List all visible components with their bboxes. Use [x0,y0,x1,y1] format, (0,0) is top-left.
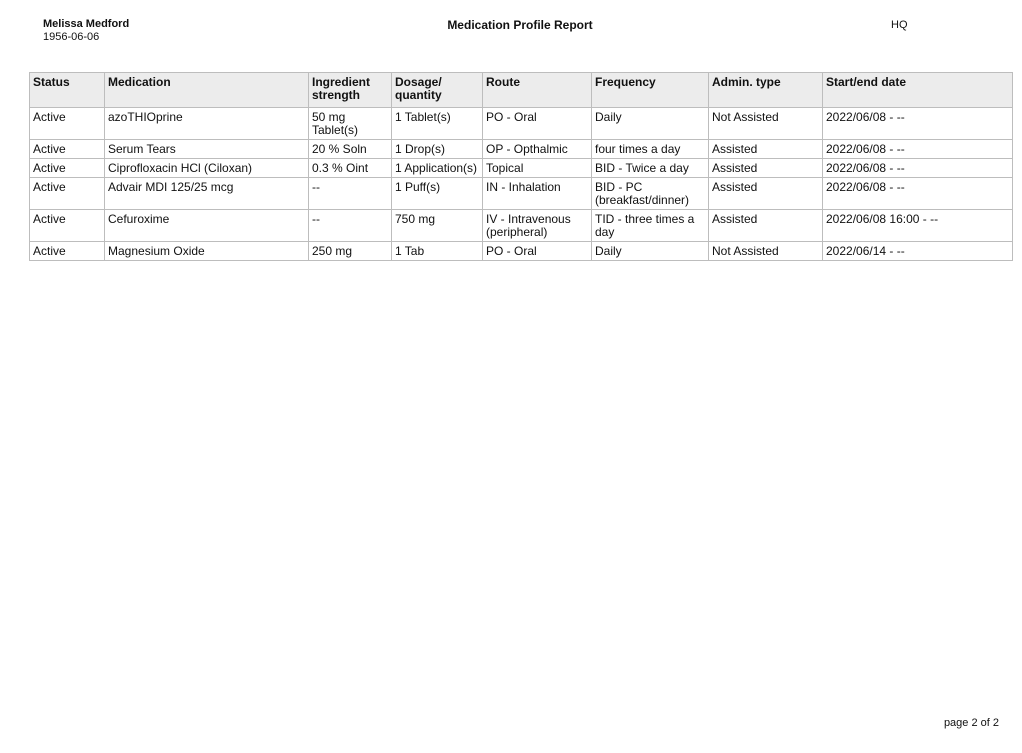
site-label: HQ [891,19,908,31]
report-title: Medication Profile Report [447,18,593,32]
cell-admin-type: Assisted [709,178,823,210]
cell-medication: Ciprofloxacin HCl (Ciloxan) [105,159,309,178]
cell-ingredient-strength: -- [309,178,392,210]
cell-ingredient-strength: 50 mg Tablet(s) [309,108,392,140]
cell-medication: Serum Tears [105,140,309,159]
table-row [30,108,1013,140]
table-row [30,242,1013,261]
patient-name: Melissa Medford [43,18,130,30]
cell-frequency: BID - PC (breakfast/dinner) [592,178,709,210]
cell-status: Active [30,159,105,178]
cell-frequency: TID - three times a day [592,210,709,242]
column-header-admin-type: Admin. type [709,73,823,108]
cell-dosage-quantity: 1 Tablet(s) [392,108,483,140]
cell-start-end-date: 2022/06/08 - -- [823,159,1013,178]
cell-admin-type: Not Assisted [709,108,823,140]
cell-frequency: Daily [592,108,709,140]
cell-status: Active [30,242,105,261]
cell-status: Active [30,178,105,210]
cell-admin-type: Not Assisted [709,242,823,261]
cell-admin-type: Assisted [709,159,823,178]
column-header-route: Route [483,73,592,108]
table-row [30,210,1013,242]
table-header-row [30,73,1013,108]
cell-route: IN - Inhalation [483,178,592,210]
cell-start-end-date: 2022/06/08 16:00 - -- [823,210,1013,242]
cell-ingredient-strength: -- [309,210,392,242]
cell-ingredient-strength: 20 % Soln [309,140,392,159]
cell-frequency: BID - Twice a day [592,159,709,178]
cell-dosage-quantity: 1 Application(s) [392,159,483,178]
cell-route: IV - Intravenous (peripheral) [483,210,592,242]
table-row [30,159,1013,178]
cell-medication: azoTHIOprine [105,108,309,140]
cell-frequency: Daily [592,242,709,261]
cell-start-end-date: 2022/06/08 - -- [823,108,1013,140]
patient-dob: 1956-06-06 [43,31,100,43]
cell-dosage-quantity: 750 mg [392,210,483,242]
cell-start-end-date: 2022/06/14 - -- [823,242,1013,261]
cell-medication: Cefuroxime [105,210,309,242]
cell-dosage-quantity: 1 Puff(s) [392,178,483,210]
cell-start-end-date: 2022/06/08 - -- [823,178,1013,210]
cell-route: PO - Oral [483,242,592,261]
column-header-frequency: Frequency [592,73,709,108]
cell-status: Active [30,108,105,140]
cell-ingredient-strength: 250 mg [309,242,392,261]
cell-ingredient-strength: 0.3 % Oint [309,159,392,178]
column-header-dosage-quantity: Dosage/ quantity [392,73,483,108]
cell-medication: Magnesium Oxide [105,242,309,261]
page-number: page 2 of 2 [943,717,999,729]
medication-table [29,72,1013,261]
cell-frequency: four times a day [592,140,709,159]
cell-route: OP - Opthalmic [483,140,592,159]
cell-admin-type: Assisted [709,210,823,242]
table-row [30,140,1013,159]
column-header-ingredient-strength: Ingredient strength [309,73,392,108]
column-header-start-end-date: Start/end date [823,73,1013,108]
cell-start-end-date: 2022/06/08 - -- [823,140,1013,159]
cell-dosage-quantity: 1 Drop(s) [392,140,483,159]
cell-route: PO - Oral [483,108,592,140]
table-row [30,178,1013,210]
cell-route: Topical [483,159,592,178]
column-header-medication: Medication [105,73,309,108]
cell-medication: Advair MDI 125/25 mcg [105,178,309,210]
column-header-status: Status [30,73,105,108]
cell-status: Active [30,210,105,242]
cell-dosage-quantity: 1 Tab [392,242,483,261]
cell-status: Active [30,140,105,159]
cell-admin-type: Assisted [709,140,823,159]
